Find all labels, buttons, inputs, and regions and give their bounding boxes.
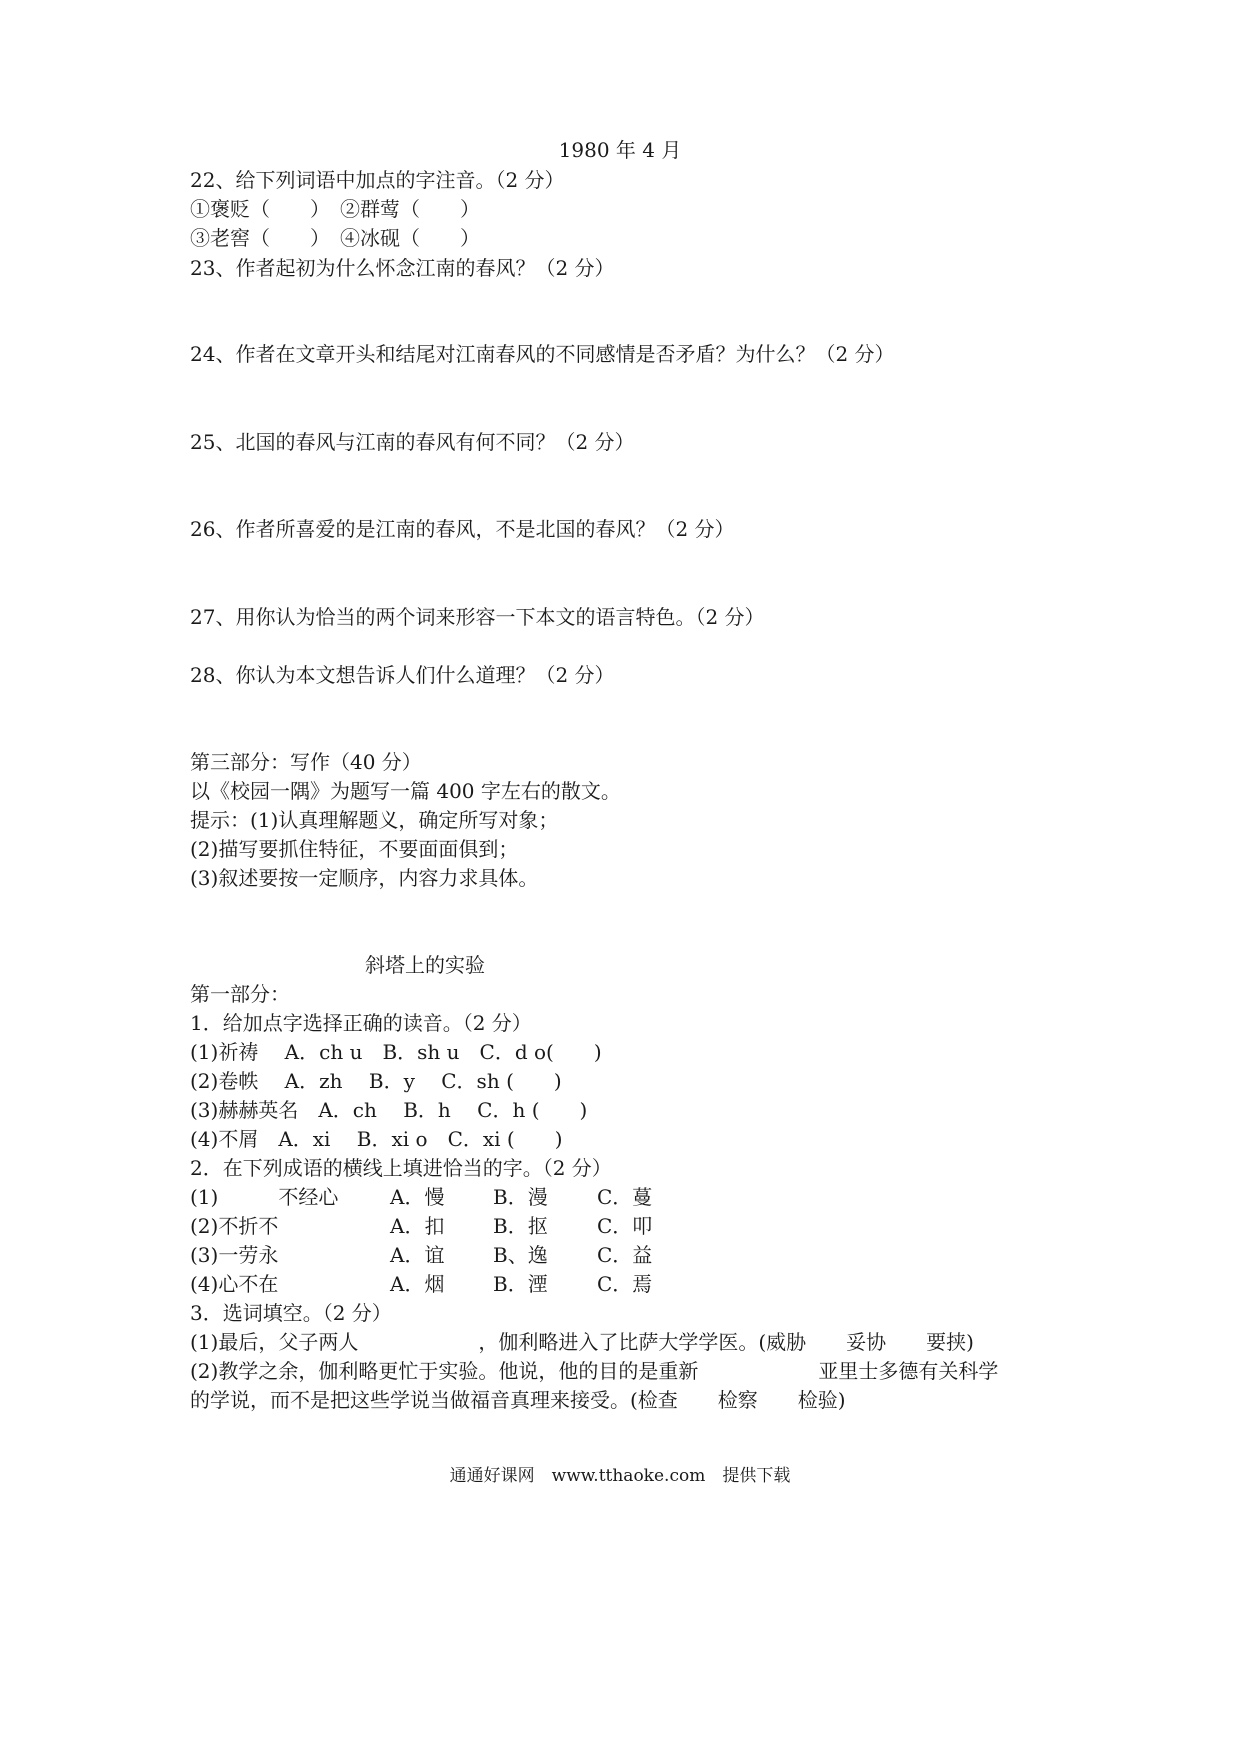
option-a: A．扣: [390, 1214, 445, 1238]
option-b: B、逸: [493, 1243, 548, 1267]
question-2: 2．在下列成语的横线上填进恰当的字。（2 分）: [190, 1156, 612, 1180]
question-1-item: (4)不屑 A．xi B．xi o C．xi ( ): [190, 1127, 563, 1151]
question-2-stem: (3)一劳永: [190, 1243, 279, 1267]
option-c: C．蔓: [597, 1185, 653, 1209]
writing-prompt: 以《校园一隅》为题写一篇 400 字左右的散文。: [190, 779, 621, 803]
option-b: B．漫: [493, 1185, 548, 1209]
question-1-item: (2)卷帙 A．zh B．y C．sh ( ): [190, 1069, 562, 1093]
question-23: 23、作者起初为什么怀念江南的春风？（2 分）: [190, 256, 615, 280]
question-3: 3．选词填空。（2 分）: [190, 1301, 392, 1325]
question-24: 24、作者在文章开头和结尾对江南春风的不同感情是否矛盾？为什么？（2 分）: [190, 342, 895, 366]
option-a: A．谊: [390, 1243, 445, 1267]
question-26: 26、作者所喜爱的是江南的春风，不是北国的春风？（2 分）: [190, 517, 735, 541]
question-1-item: (3)赫赫英名 A．ch B．h C．h ( ): [190, 1098, 588, 1122]
question-1-item: (1)祈祷 A．ch u B．sh u C．d o( ): [190, 1040, 602, 1064]
option-a: A．慢: [390, 1185, 445, 1209]
question-2-stem: (1) 不经心: [190, 1185, 339, 1209]
option-c: C．焉: [597, 1272, 653, 1296]
question-1: 1．给加点字选择正确的读音。（2 分）: [190, 1011, 532, 1035]
option-c: C．益: [597, 1243, 653, 1267]
option-b: B．抠: [493, 1214, 548, 1238]
writing-tip-2: (2)描写要抓住特征，不要面面俱到；: [190, 837, 519, 861]
question-3-item-2-continued: 的学说，而不是把这些学说当做福音真理来接受。(检查 检察 检验): [190, 1388, 846, 1412]
question-28: 28、你认为本文想告诉人们什么道理？（2 分）: [190, 663, 615, 687]
question-22-line-1: ①褒贬（ ） ②群莺（ ）: [190, 197, 480, 221]
option-c: C．叩: [597, 1214, 653, 1238]
question-25: 25、北国的春风与江南的春风有何不同？（2 分）: [190, 430, 635, 454]
question-3-item-1: (1)最后，父子两人 ，伽利略进入了比萨大学学医。(威胁 妥协 要挟): [190, 1330, 974, 1354]
question-27: 27、用你认为恰当的两个词来形容一下本文的语言特色。（2 分）: [190, 605, 765, 629]
question-3-item-2: (2)教学之余，伽利略更忙于实验。他说，他的目的是重新 亚里士多德有关科学: [190, 1359, 999, 1383]
writing-tip-1: 提示：(1)认真理解题义，确定所写对象；: [190, 808, 559, 832]
part-one-heading: 第一部分：: [190, 982, 290, 1006]
question-2-stem: (2)不折不: [190, 1214, 279, 1238]
question-22: 22、给下列词语中加点的字注音。（2 分）: [190, 168, 565, 192]
footer: 通通好课网 www.tthaoke.com 提供下载: [449, 1466, 791, 1486]
question-2-stem: (4)心不在: [190, 1272, 279, 1296]
question-22-line-2: ③老窖（ ） ④冰砚（ ）: [190, 226, 480, 250]
writing-heading: 第三部分：写作（40 分）: [190, 750, 422, 774]
date-line: 1980 年 4 月: [558, 138, 682, 162]
text-title: 斜塔上的实验: [365, 953, 485, 977]
option-a: A．烟: [390, 1272, 445, 1296]
writing-tip-3: (3)叙述要按一定顺序，内容力求具体。: [190, 866, 539, 890]
option-b: B．湮: [493, 1272, 548, 1296]
